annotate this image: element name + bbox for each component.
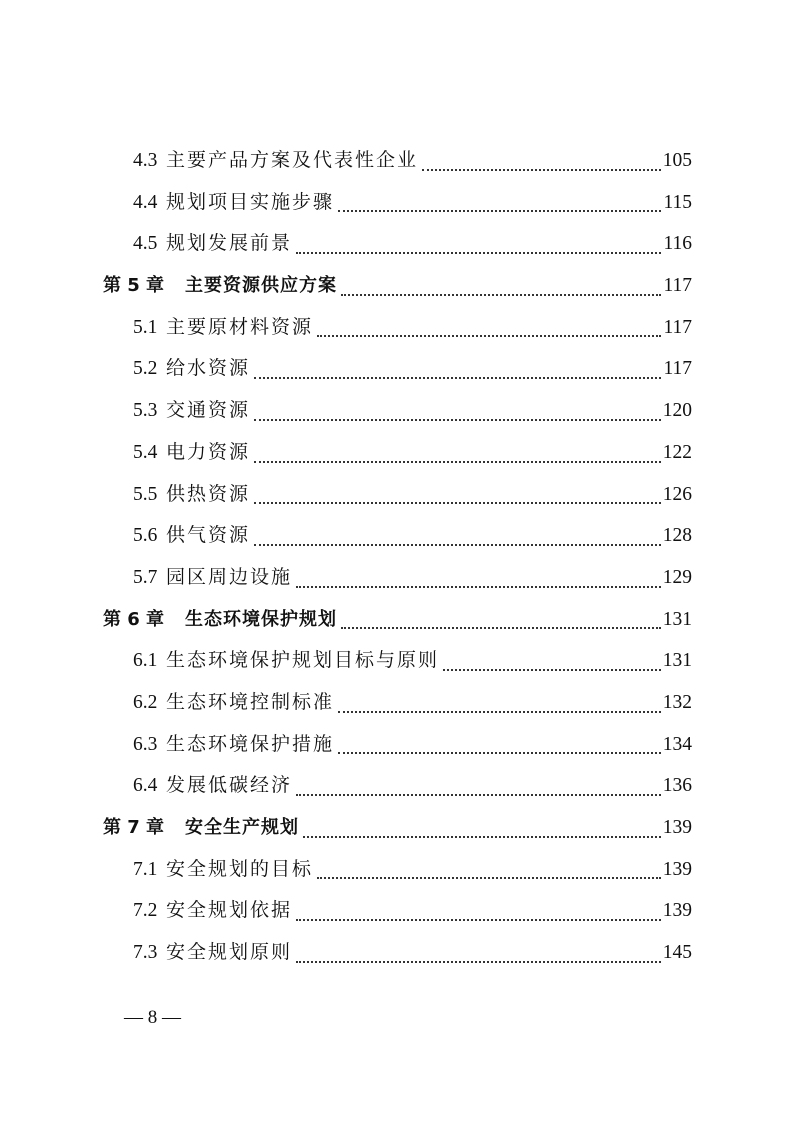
toc-row[interactable] — [103, 682, 692, 724]
toc-title: 园区周边设施 — [166, 565, 293, 588]
toc-title: 安全规划依据 — [166, 899, 293, 922]
toc-number: 第 7 章 — [103, 817, 165, 838]
dot-leader — [303, 836, 661, 838]
dot-leader — [341, 294, 661, 296]
toc-row[interactable] — [103, 849, 692, 891]
toc-number: 7.3 — [133, 942, 158, 964]
toc-row[interactable] — [103, 932, 692, 974]
toc-title: 安全规划的目标 — [166, 857, 314, 880]
dot-leader — [317, 335, 661, 337]
toc-number: 第 5 章 — [103, 275, 165, 297]
toc-page: 145 — [662, 942, 692, 964]
dot-leader — [443, 669, 661, 671]
dot-leader — [338, 711, 661, 713]
dot-leader — [296, 919, 661, 921]
toc-page: 131 — [662, 650, 692, 672]
toc-row[interactable] — [103, 890, 692, 932]
toc-title: 供热资源 — [166, 482, 251, 505]
toc-row[interactable] — [103, 390, 692, 432]
toc-page: 131 — [662, 608, 692, 630]
toc-page: 116 — [663, 233, 692, 255]
toc-row[interactable] — [103, 765, 692, 807]
toc-row[interactable] — [103, 515, 692, 557]
toc-row[interactable] — [103, 557, 692, 599]
toc-page: 122 — [662, 441, 692, 463]
toc-title: 电力资源 — [166, 440, 251, 463]
dot-leader — [254, 461, 661, 463]
toc-page: 132 — [662, 691, 692, 713]
dot-leader — [338, 752, 661, 754]
toc-title: 供气资源 — [166, 524, 251, 547]
toc-number: 5.3 — [133, 400, 158, 422]
toc-page: 128 — [662, 525, 692, 547]
toc-title: 生态环境保护规划目标与原则 — [166, 649, 440, 672]
toc-number: 7.2 — [133, 900, 158, 922]
toc-row[interactable] — [103, 807, 692, 849]
dot-leader — [254, 544, 661, 546]
toc-page: 120 — [662, 400, 692, 422]
toc-number: 5.4 — [133, 441, 158, 463]
toc-row[interactable] — [103, 474, 692, 516]
toc-page: 117 — [663, 275, 692, 297]
toc-number: 5.2 — [133, 358, 158, 380]
toc-number: 4.3 — [133, 150, 158, 171]
toc-title: 给水资源 — [166, 357, 251, 380]
toc-title: 交通资源 — [166, 399, 251, 422]
toc-title: 规划发展前景 — [166, 232, 293, 255]
dot-leader — [296, 961, 661, 963]
dot-leader — [296, 794, 661, 796]
toc-row[interactable] — [103, 724, 692, 766]
toc-row[interactable] — [103, 599, 692, 641]
toc-title: 主要原材料资源 — [166, 315, 314, 338]
toc-title: 发展低碳经济 — [166, 774, 293, 797]
toc-number: 4.4 — [133, 191, 158, 213]
toc-title: 规划项目实施步骤 — [166, 190, 335, 213]
toc-number: 4.5 — [133, 233, 158, 255]
table-of-contents — [103, 140, 692, 974]
toc-number: 5.6 — [133, 525, 158, 547]
dot-leader — [296, 586, 661, 588]
toc-title: 安全生产规划 — [185, 817, 299, 838]
toc-page: 115 — [663, 191, 692, 213]
toc-title: 生态环境控制标准 — [166, 690, 335, 713]
dot-leader — [341, 627, 661, 629]
toc-page: 117 — [663, 316, 692, 338]
dot-leader — [338, 210, 661, 212]
toc-page: 136 — [662, 775, 692, 797]
toc-title: 生态环境保护规划 — [185, 608, 337, 630]
dot-leader — [254, 502, 661, 504]
toc-title: 生态环境保护措施 — [166, 732, 335, 755]
toc-number: 6.1 — [133, 650, 158, 672]
dot-leader — [254, 377, 661, 379]
toc-row[interactable] — [103, 223, 692, 265]
toc-row[interactable] — [103, 182, 692, 224]
dot-leader — [422, 169, 661, 171]
toc-number: 第 6 章 — [103, 608, 165, 630]
toc-row[interactable] — [103, 307, 692, 349]
toc-page: 139 — [662, 858, 692, 880]
toc-row[interactable] — [103, 265, 692, 307]
toc-page: 139 — [662, 817, 692, 838]
toc-title: 主要资源供应方案 — [185, 275, 337, 297]
toc-title: 主要产品方案及代表性企业 — [166, 149, 419, 171]
toc-page: 134 — [662, 733, 692, 755]
toc-row[interactable] — [103, 640, 692, 682]
toc-number: 5.5 — [133, 483, 158, 505]
dot-leader — [254, 419, 661, 421]
toc-number: 5.1 — [133, 316, 158, 338]
toc-row[interactable] — [103, 140, 692, 182]
toc-page: 139 — [662, 900, 692, 922]
toc-title: 安全规划原则 — [166, 941, 293, 964]
toc-page: 129 — [662, 566, 692, 588]
toc-number: 5.7 — [133, 566, 158, 588]
dot-leader — [317, 877, 661, 879]
toc-row[interactable] — [103, 432, 692, 474]
toc-number: 6.2 — [133, 691, 158, 713]
toc-page: 117 — [663, 358, 692, 380]
toc-row[interactable] — [103, 348, 692, 390]
page-number: — 8 — — [124, 1007, 181, 1028]
toc-number: 6.4 — [133, 775, 158, 797]
toc-number: 6.3 — [133, 733, 158, 755]
toc-number: 7.1 — [133, 858, 158, 880]
toc-page: 105 — [662, 150, 692, 171]
dot-leader — [296, 252, 661, 254]
toc-page: 126 — [662, 483, 692, 505]
